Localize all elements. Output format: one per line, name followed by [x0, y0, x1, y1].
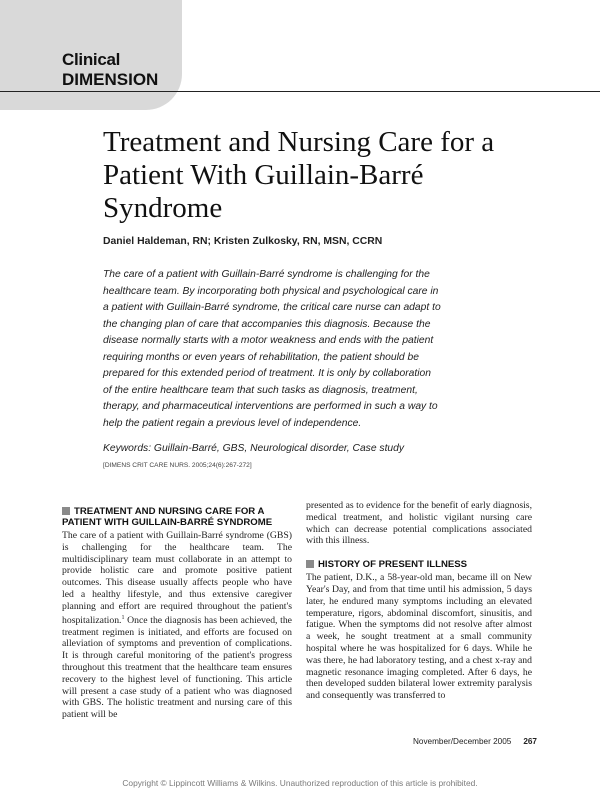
heading-square-icon — [306, 560, 314, 568]
paragraph-text: The care of a patient with Guillain-Barré syndrome (GBS) is challenging for the healthcare team. The multidisciplinary team must collaborate in an attempt to provide holistic care and promote positive patient outcomes. This disease usually affects people who have led a healthy lifestyle, and thus extensive caregiver planning and effort are required throughout the patient's hospitalization. — [62, 530, 292, 626]
article-title: Treatment and Nursing Care for a Patient With Guillain-Barré Syndrome — [103, 126, 495, 224]
body-column-right — [306, 500, 532, 702]
paragraph — [62, 530, 292, 721]
paragraph: The patient, D.K., a 58-year-old man, became ill on New Year's Day, and from that time until his admission, 5 days later, he endured many symptoms including an elevated temperature, rigors, abdominal discomfort, sinusitis, and fatigue. When the symptoms did not resolve after almost a week, he sought treatment at a small community hospital where he was hospitalized for 6 days. While he was there, he had laboratory testing, and a chest x-ray and magnetic resonance imaging completed. After 6 days, he then developed sudden bilateral lower extremity paralysis and consequently was transferred to — [306, 572, 532, 702]
paragraph-text: Once the diagnosis has been achieved, the treatment regimen is initiated, and efforts are focused on alleviation of symptoms and prevention of complications. It is through careful monitoring of the patient's progress throughout this treatment that the healthcare team ensures recovery to the highest level of functioning. This article will present a case study of a patient who was diagnosed with GBS. The holistic treatment and nursing care of this patient will be — [62, 614, 292, 721]
page-number: 267 — [523, 737, 537, 746]
page-footer — [413, 737, 537, 746]
body-column-left — [62, 506, 292, 721]
heading-text: TREATMENT AND NURSING CARE FOR A PATIENT WITH GUILLAIN-BARRÉ SYNDROME — [62, 506, 273, 528]
reference-marker: 1 — [121, 614, 125, 621]
article-keywords: Keywords: Guillain-Barré, GBS, Neurological disorder, Case study — [103, 443, 405, 454]
section-label-clinical: Clinical — [62, 50, 121, 69]
article-authors: Daniel Haldeman, RN; Kristen Zulkosky, RN, MSN, CCRN — [103, 236, 383, 247]
section-label-dimension: DIMENSION — [62, 70, 159, 89]
paragraph-continued: presented as to evidence for the benefit of early diagnosis, medical treatment, and holistic vigilant nursing care which can decrease potential complications associated with this illness. — [306, 500, 532, 547]
section-rule — [0, 91, 600, 92]
footer-issue: November/December 2005 — [413, 737, 512, 746]
heading-text: HISTORY OF PRESENT ILLNESS — [318, 559, 468, 571]
article-citation: [DIMENS CRIT CARE NURS. 2005;24(6):267-272] — [103, 462, 252, 469]
heading-square-icon — [62, 507, 70, 515]
copyright-notice: Copyright © Lippincott Williams & Wilkins. Unauthorized reproduction of this article is prohibited. — [122, 778, 478, 788]
section-heading-history — [306, 559, 532, 570]
article-abstract: The care of a patient with Guillain-Barré syndrome is challenging for the healthcare team. By incorporating both physical and psychological care in a patient with Guillain-Barré syndrome, the critical care nurse can adapt to the changing plan of care that accompanies this diagnosis. Because the disease normally starts with a motor weakness and ends with the patient requiring months or even years of rehabilitation, the patient should be prepared for this extended period of treatment. It is only by collaboration of the entire healthcare team that such tasks as diagnosis, treatment, therapy, and pharmaceutical interventions are performed in such a way to help the patient regain a previous level of independence. — [103, 269, 441, 429]
section-heading-treatment — [62, 506, 292, 528]
